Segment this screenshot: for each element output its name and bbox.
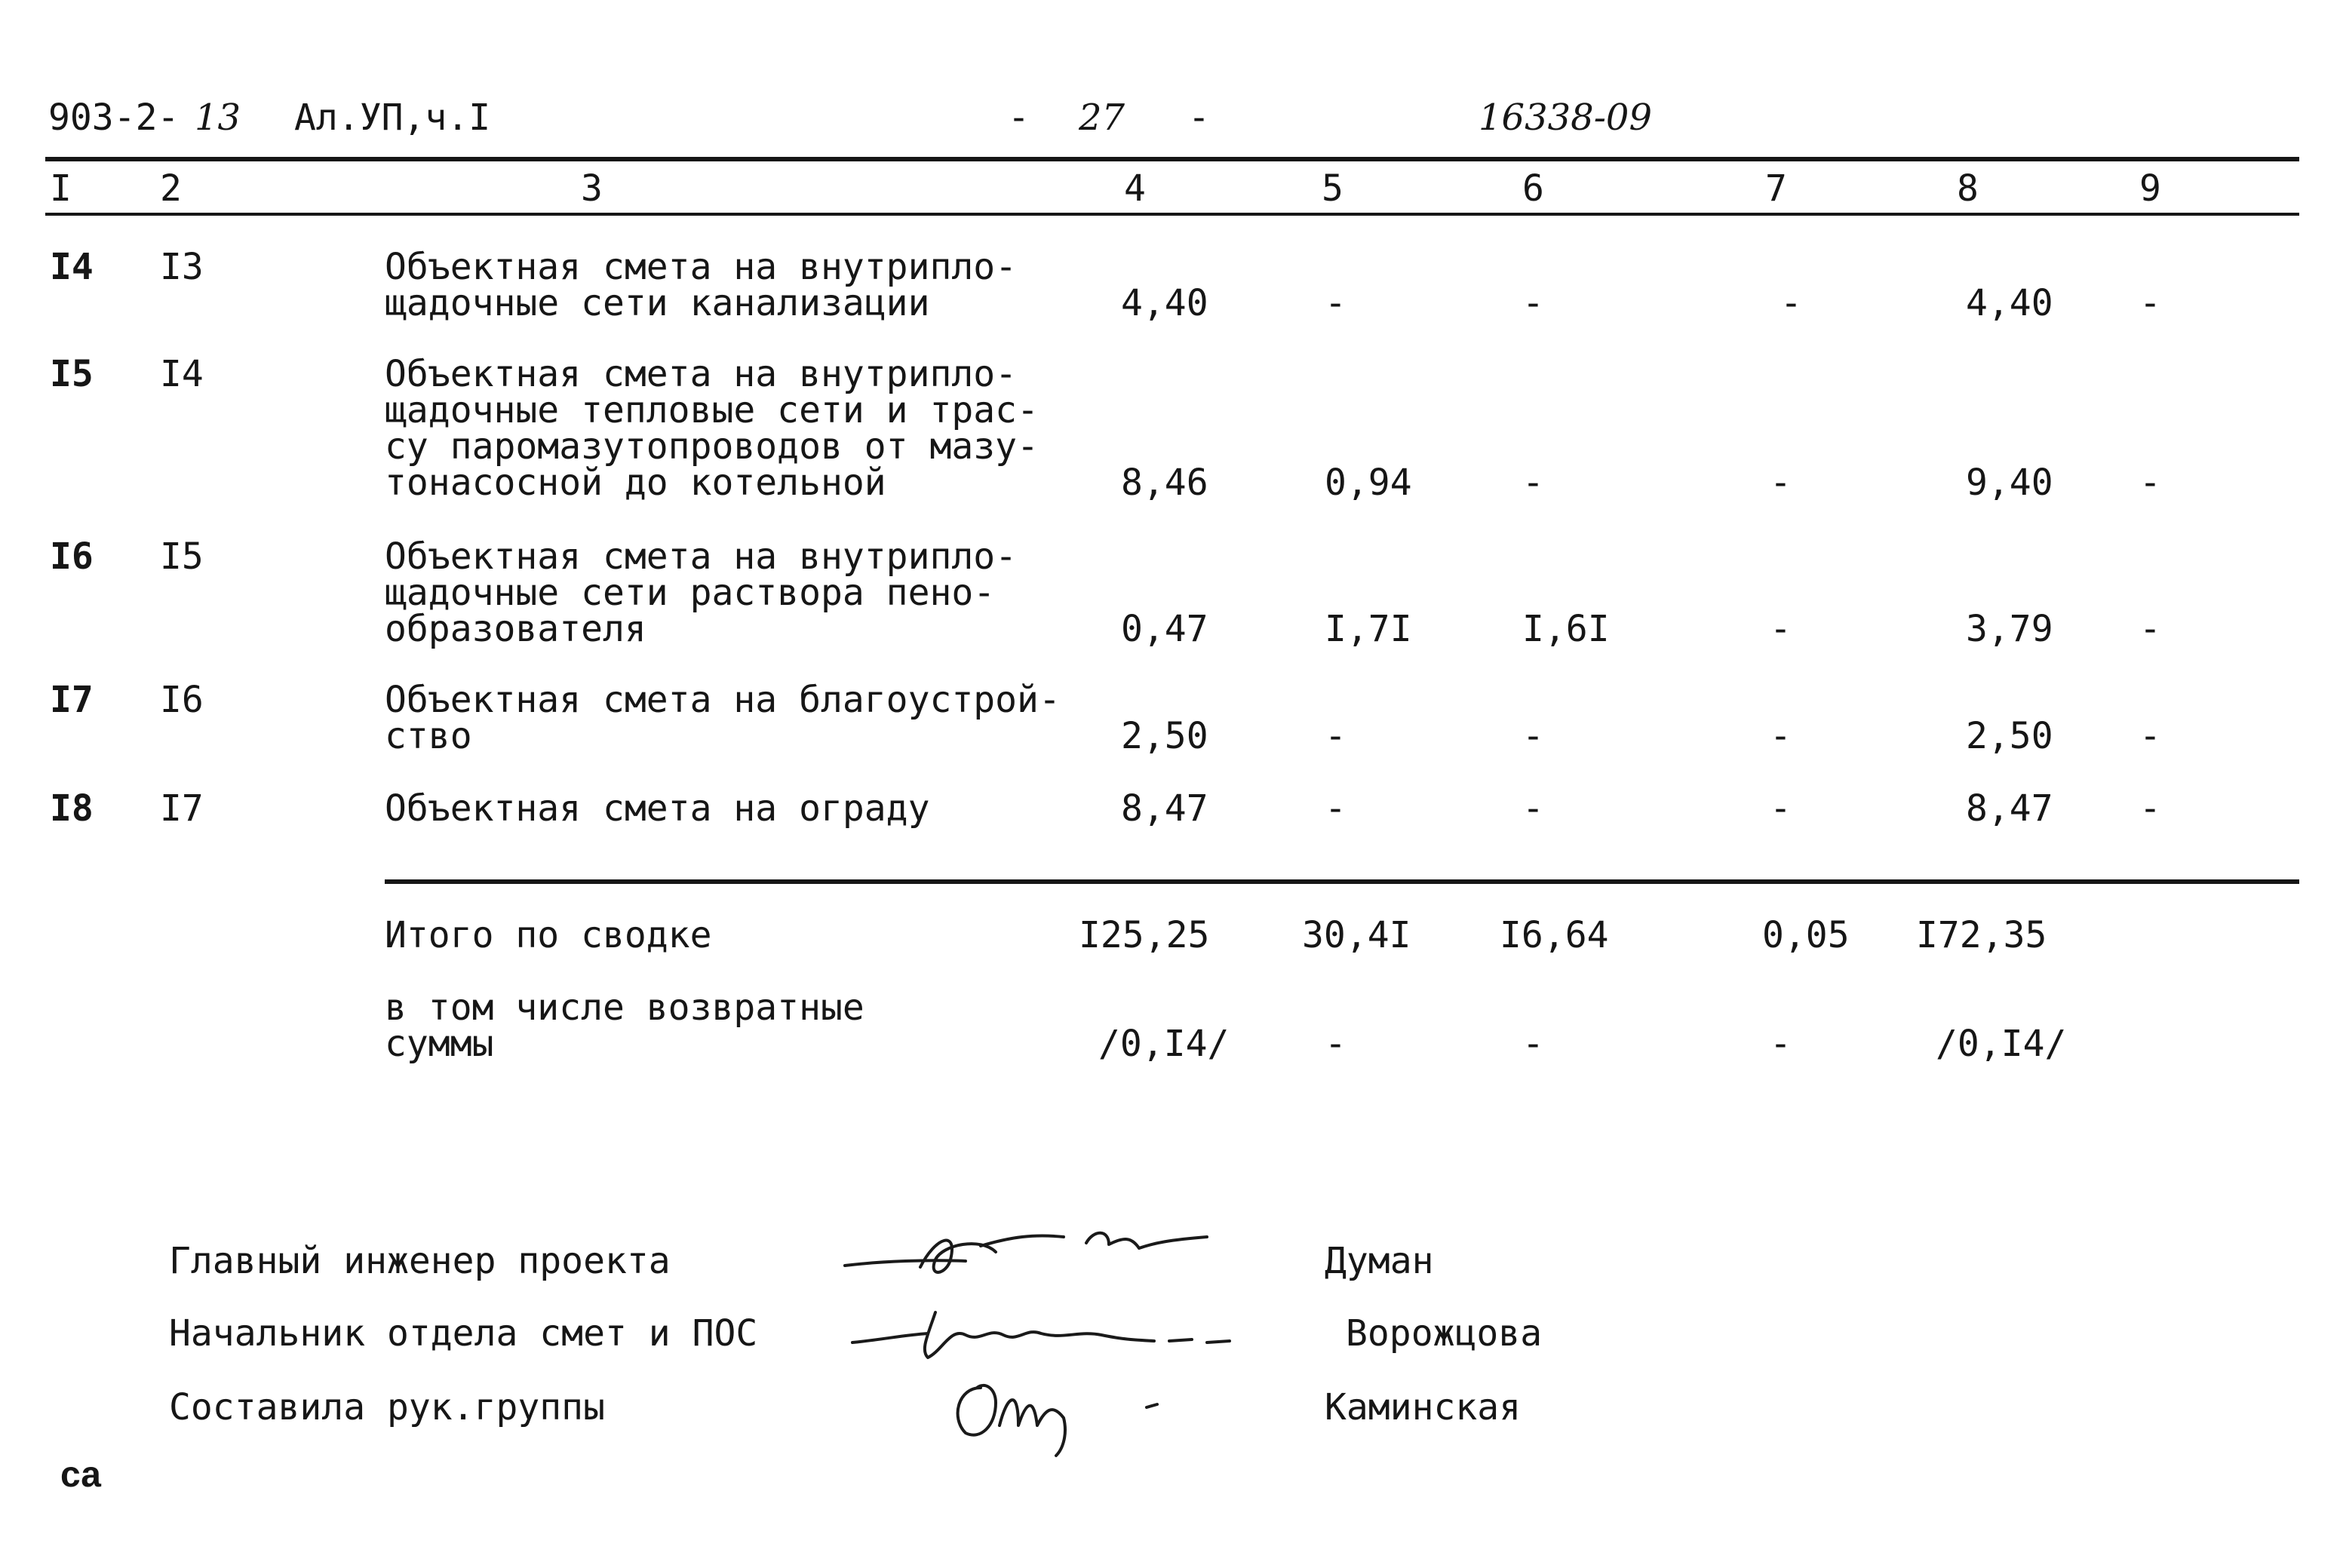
signature-name: Думан [1325, 1240, 1434, 1282]
col-header-7: 7 [1765, 167, 1787, 210]
returns-label-line: суммы [385, 1023, 494, 1065]
signature-name: Ворожцова [1346, 1312, 1543, 1355]
col-header-9: 9 [2139, 167, 2161, 210]
cell-col6: - [1522, 282, 1544, 324]
signature-name: Каминская [1325, 1386, 1522, 1428]
cell-col4: 4,40 [1121, 282, 1208, 324]
cell-col4: 8,46 [1121, 462, 1208, 504]
cell-col9: - [2139, 715, 2161, 757]
row-description-line: ство [385, 715, 472, 757]
returns-col4: /0,I4/ [1098, 1023, 1230, 1065]
returns-col5: - [1325, 1023, 1347, 1065]
row-description-line: Объектная смета на внутрипло- [385, 535, 1018, 578]
totals-col8: I72,35 [1916, 914, 2047, 956]
totals-col4: I25,25 [1079, 914, 1210, 956]
row-index: I4 [160, 353, 204, 395]
totals-rule [385, 879, 2299, 884]
stamp-mark: са [60, 1455, 101, 1495]
row-description-line: Объектная смета на благоустрой- [385, 679, 1061, 721]
col-header-4: 4 [1124, 167, 1146, 210]
cell-col6: - [1522, 715, 1544, 757]
signature-stroke [852, 1333, 928, 1342]
cell-col7: - [1770, 462, 1792, 504]
signature-stroke [1169, 1339, 1230, 1342]
row-description-line: щадочные тепловые сети и трас- [385, 389, 1039, 431]
cell-col5: - [1325, 282, 1347, 324]
cell-col9: - [2139, 282, 2161, 324]
signature-role: Составила рук.группы [169, 1386, 605, 1428]
signature-stroke [981, 1236, 1064, 1247]
cell-col4: 0,47 [1121, 608, 1208, 650]
row-index: I7 [160, 787, 204, 830]
row-index: I6 [160, 679, 204, 721]
row-description-line: Объектная смета на внутрипло- [385, 353, 1018, 395]
row-description-line: Объектная смета на внутрипло- [385, 246, 1018, 288]
cell-col8: 4,40 [1966, 282, 2053, 324]
row-number: I6 [50, 535, 94, 578]
table-header-rule [45, 213, 2299, 216]
row-index: I3 [160, 246, 204, 288]
signature-stroke [958, 1385, 996, 1435]
header-dash-left: - [1008, 97, 1030, 139]
cell-col9: - [2139, 462, 2161, 504]
cell-col7: - [1770, 608, 1792, 650]
cell-col4: 2,50 [1121, 715, 1208, 757]
cell-col5: - [1325, 715, 1347, 757]
row-number: I7 [50, 679, 94, 721]
returns-label-line: в том числе возвратные [385, 987, 864, 1029]
cell-col8: 9,40 [1966, 462, 2053, 504]
signature-role: Начальник отдела смет и ПОС [169, 1312, 758, 1355]
signature-stroke [1000, 1400, 1065, 1456]
totals-label: Итого по сводке [385, 914, 712, 956]
row-number: I4 [50, 246, 94, 288]
cell-col8: 2,50 [1966, 715, 2053, 757]
col-header-5: 5 [1322, 167, 1343, 210]
cell-col7: - [1770, 787, 1792, 830]
cell-col9: - [2139, 608, 2161, 650]
row-description-line: щадочные сети канализации [385, 282, 930, 324]
signature-role: Главный инженер проекта [169, 1240, 671, 1282]
cell-col5: 0,94 [1325, 462, 1412, 504]
row-description-line: щадочные сети раствора пено- [385, 572, 996, 614]
row-index: I5 [160, 535, 204, 578]
cell-col7: - [1770, 715, 1792, 757]
row-number: I5 [50, 353, 94, 395]
col-header-3: 3 [581, 167, 603, 210]
signature-stroke [1147, 1404, 1157, 1407]
cell-col5: I,7I [1325, 608, 1412, 650]
page-number: 27 [1079, 97, 1125, 139]
cell-col7: - [1780, 282, 1802, 324]
cell-col6: I,6I [1522, 608, 1610, 650]
cell-col8: 3,79 [1966, 608, 2053, 650]
row-number: I8 [50, 787, 94, 830]
row-description-line: тонасосной до котельной [385, 462, 886, 504]
row-description-line: Объектная смета на ограду [385, 787, 930, 830]
header-code-hand: 13 [195, 97, 241, 139]
handwritten-signatures [837, 1207, 1260, 1463]
totals-col6: I6,64 [1500, 914, 1609, 956]
totals-col7: 0,05 [1762, 914, 1850, 956]
cell-col4: 8,47 [1121, 787, 1208, 830]
totals-col5: 30,4I [1302, 914, 1411, 956]
returns-col7: - [1770, 1023, 1792, 1065]
cell-col6: - [1522, 462, 1544, 504]
header-code-prefix: 903-2- [48, 97, 180, 139]
returns-col8: /0,I4/ [1936, 1023, 2067, 1065]
header-dash-right: - [1188, 97, 1210, 139]
col-header-6: 6 [1522, 167, 1544, 210]
row-description-line: су паромазутопроводов от мазу- [385, 425, 1039, 468]
returns-col6: - [1522, 1023, 1544, 1065]
cell-col8: 8,47 [1966, 787, 2053, 830]
col-header-1: I [50, 167, 72, 210]
cell-col6: - [1522, 787, 1544, 830]
signature-stroke [1086, 1233, 1207, 1248]
doc-number: 16338-09 [1479, 97, 1652, 139]
signature-stroke [925, 1312, 1154, 1358]
col-header-8: 8 [1957, 167, 1979, 210]
cell-col5: - [1325, 787, 1347, 830]
header-album: Ал.УП,ч.I [294, 97, 491, 139]
col-header-2: 2 [160, 167, 182, 210]
table-top-rule [45, 157, 2299, 161]
row-description-line: образователя [385, 608, 646, 650]
cell-col9: - [2139, 787, 2161, 830]
